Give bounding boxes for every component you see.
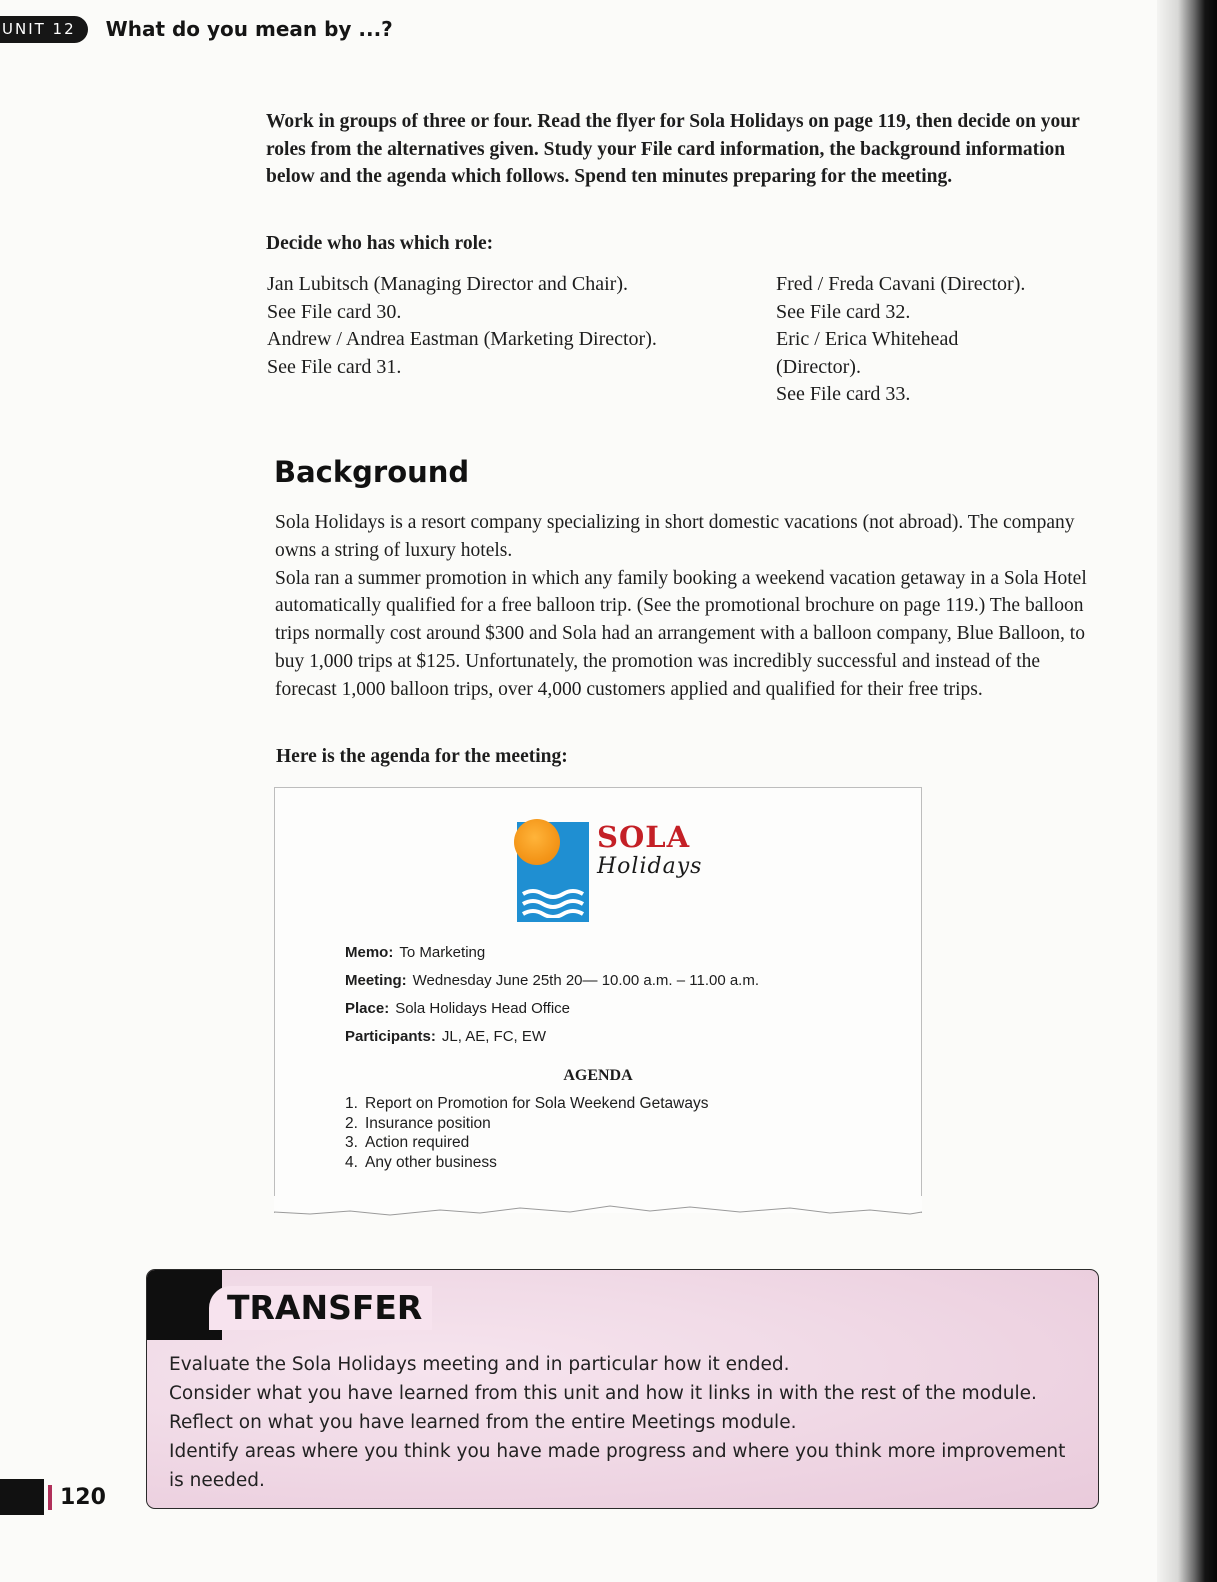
unit-tab: UNIT 12 <box>0 16 88 43</box>
agenda-item <box>345 1153 708 1173</box>
intro-instructions: Work in groups of three or four. Read the flyer for Sola Holidays on page 119, then decide on your roles from the alternatives given. Study your File card information, the background information below and the agenda which follows. Spend ten minutes preparing for the meeting. <box>266 111 1080 187</box>
unit-header <box>0 14 393 44</box>
memo-line <box>345 943 759 971</box>
meeting-line <box>345 971 759 999</box>
participants-line <box>345 1027 759 1055</box>
role-line: See File card 31. <box>267 355 402 378</box>
torn-paper-edge <box>270 1196 926 1224</box>
agenda-item-number: 2. <box>345 1114 358 1132</box>
memo-label: Memo: <box>345 944 394 961</box>
memo-value: To Marketing <box>399 944 486 961</box>
sola-logo <box>517 822 717 922</box>
page-number-marker <box>0 1479 106 1515</box>
agenda-title: AGENDA <box>563 1067 633 1084</box>
memo-card <box>274 787 922 1213</box>
transfer-line: Identify areas where you think you have made progress and where you think more improvement is needed. <box>169 1441 1066 1491</box>
background-paragraph: Sola Holidays is a resort company specializing in short domestic vacations (not abroad). The company owns a string of luxury hotels. <box>275 512 1075 561</box>
agenda-item <box>345 1114 708 1134</box>
agenda-intro: Here is the agenda for the meeting: <box>276 746 568 767</box>
background-text <box>275 509 1105 704</box>
transfer-text <box>169 1350 1069 1495</box>
memo-details <box>345 943 759 1055</box>
role-line: Eric / Erica Whitehead <box>776 328 959 350</box>
meeting-value: Wednesday June 25th 20— 10.00 a.m. – 11.00 a.m. <box>412 972 760 989</box>
agenda-item-number: 1. <box>345 1095 358 1112</box>
waves-icon <box>521 888 585 918</box>
role-line: See File card 32. <box>776 300 911 323</box>
transfer-line: Consider what you have learned from this unit and how it links in with the rest of the module. <box>169 1383 1037 1404</box>
page-number-bar <box>0 1479 44 1515</box>
place-value: Sola Holidays Head Office <box>395 1000 571 1017</box>
role-line: (Director). <box>776 355 861 378</box>
transfer-box <box>146 1269 1099 1509</box>
agenda-item-text: Action required <box>365 1134 470 1151</box>
role-line: Andrew / Andrea Eastman (Marketing Director). <box>267 328 657 350</box>
place-line <box>345 999 759 1027</box>
page-number: 120 <box>48 1485 106 1510</box>
background-paragraph: Sola ran a summer promotion in which any family booking a weekend vacation getaway in a Sola Hotel automatically qualified for a free balloon trip. (See the promotional brochure on page 119.) The balloon trips normally cost around $300 and Sola had an arrangement with a balloon company, Blue Balloon, to buy 1,000 trips at $125. Unfortunately, the promotion was incredibly successful and instead of the forecast 1,000 balloon trips, over 4,000 customers applied and qualified for their free trips. <box>275 567 1087 700</box>
agenda-item-number: 4. <box>345 1153 358 1171</box>
agenda-item-text: Report on Promotion for Sola Weekend Getaways <box>365 1095 709 1112</box>
participants-label: Participants: <box>345 1028 436 1045</box>
agenda-item <box>345 1094 708 1114</box>
meeting-label: Meeting: <box>345 972 407 989</box>
role-line: Jan Lubitsch (Managing Director and Chair). <box>267 273 629 295</box>
agenda-item <box>345 1133 708 1153</box>
participants-value: JL, AE, FC, EW <box>441 1028 547 1045</box>
transfer-line: Reflect on what you have learned from the entire Meetings module. <box>169 1412 797 1433</box>
unit-title: What do you mean by ...? <box>105 17 393 41</box>
agenda-item-number: 3. <box>345 1134 358 1151</box>
roles-right-column <box>776 271 1025 409</box>
role-line: Fred / Freda Cavani (Director). <box>776 273 1026 295</box>
agenda-item-text: Insurance position <box>365 1114 491 1132</box>
sun-icon <box>514 819 560 865</box>
logo-holidays-text: Holidays <box>597 854 703 879</box>
agenda-list <box>345 1094 708 1172</box>
agenda-item-text: Any other business <box>365 1153 497 1171</box>
roles-left-column <box>267 271 657 381</box>
place-label: Place: <box>345 1000 390 1017</box>
page-edge-shadow <box>1157 0 1217 1582</box>
role-line: See File card 30. <box>267 300 402 323</box>
background-heading: Background <box>274 455 470 489</box>
role-line: See File card 33. <box>776 383 911 405</box>
roles-heading: Decide who has which role: <box>266 233 494 254</box>
transfer-line: Evaluate the Sola Holidays meeting and in particular how it ended. <box>169 1354 790 1375</box>
transfer-title: TRANSFER <box>209 1286 432 1330</box>
logo-sola-text: SOLA <box>597 820 691 854</box>
